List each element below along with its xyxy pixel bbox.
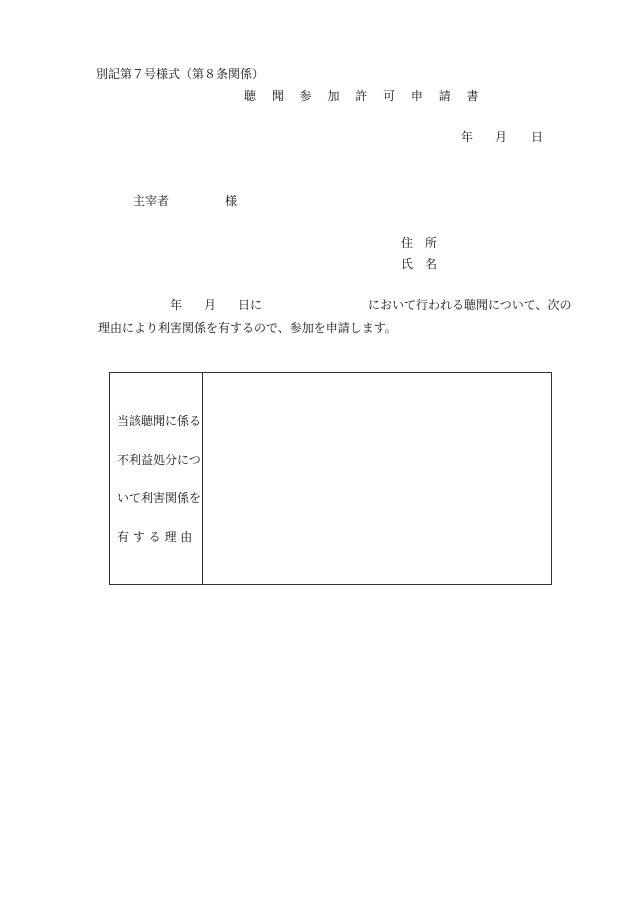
applicant-name-label: 氏 名: [401, 257, 438, 271]
date-day-label: 日: [531, 130, 544, 144]
date-month-label: 月: [495, 130, 508, 144]
document-title: 聴 聞 参 加 許 可 申 請 書: [244, 89, 485, 103]
body-year-label: 年: [170, 298, 183, 312]
reason-table: [109, 372, 552, 585]
addressee-honorific: 様: [225, 194, 238, 208]
reason-content-field[interactable]: [203, 373, 551, 584]
body-line2: 理由により利害関係を有するので、参加を申請します。: [98, 321, 397, 335]
body-line1-rest: において行われる聴聞について、次の: [368, 298, 572, 312]
reason-label-line-1: 当該聴聞に係る: [117, 414, 202, 428]
reason-label-line-2: 不利益処分につ: [117, 453, 201, 467]
form-number: 別記第７号様式（第８条関係）: [96, 67, 265, 81]
reason-label-line-3: いて利害関係を: [117, 491, 202, 505]
applicant-address-label: 住 所: [401, 236, 438, 250]
body-day-label: 日に: [238, 298, 263, 312]
date-year-label: 年: [461, 130, 474, 144]
reason-label-line-4: 有 す る 理 由: [117, 530, 193, 544]
addressee-role: 主宰者: [133, 194, 170, 208]
body-month-label: 月: [204, 298, 217, 312]
